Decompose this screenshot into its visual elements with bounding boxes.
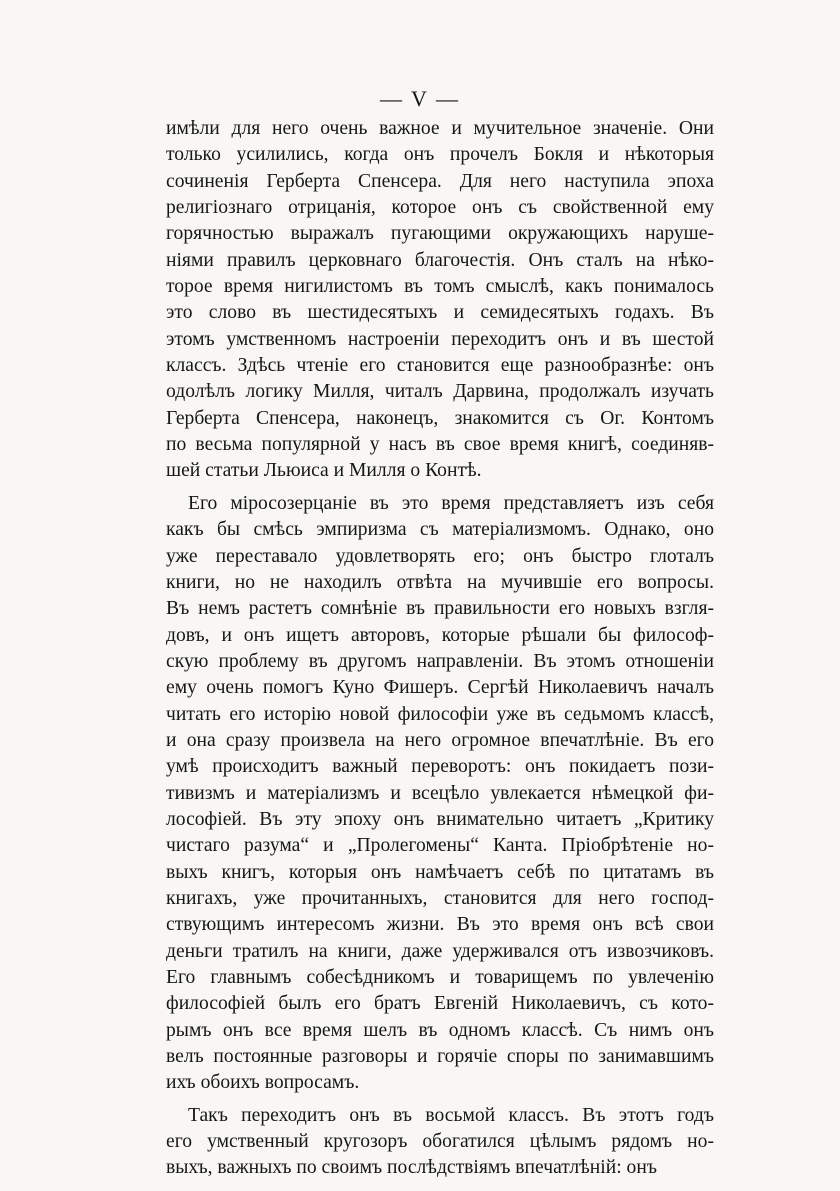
text-line: классъ. Здѣсь чтенiе его становится еще разнообразнѣе: онъ: [166, 355, 714, 377]
text-line: нiями правилъ церковнаго благочестiя. Онъ сталъ на нѣко-: [166, 249, 714, 271]
text-line: чистаго разума“ и „Пролегомены“ Канта. Прiобрѣтенiе но-: [166, 835, 714, 857]
text-line: шей статьи Льюиса и Милля о Контѣ.: [166, 460, 482, 482]
text-line: и она сразу произвела на него огромное впечатлѣнiе. Въ его: [166, 729, 714, 751]
text-line: выхъ, важныхъ по своимъ послѣдствiямъ впечатлѣнiй: онъ: [166, 1157, 657, 1179]
text-line: этомъ умственномъ настроенiи переходитъ онъ и въ шестой: [166, 328, 714, 350]
text-line: Герберта Спенсера, наконецъ, знакомится съ Ог. Контомъ: [166, 407, 714, 429]
text-line: горячностью выражалъ пугающими окружающихъ наруше-: [166, 223, 714, 245]
text-line: уже переставало удовлетворять его; онъ быстро глоталъ: [166, 545, 714, 567]
text-line: читать его исторiю новой философiи уже въ седьмомъ классѣ,: [166, 703, 714, 725]
text-line: философiей былъ его братъ Евгенiй Николаевичъ, съ кото-: [166, 993, 714, 1015]
paragraph: [166, 1103, 714, 1182]
text-line: Его мiросозерцанiе въ это время представляетъ изъ себя: [188, 492, 714, 514]
text-line: книгахъ, уже прочитанныхъ, становится для него господ-: [166, 887, 714, 909]
text-line: выхъ книгъ, которыя онъ намѣчаетъ себѣ по цитатамъ въ: [166, 861, 714, 883]
text-line: деньги тратилъ на книги, даже удерживался отъ извозчиковъ.: [166, 940, 714, 962]
text-line: какъ бы смѣсь эмпиризма съ матерiализмомъ. Однако, оно: [166, 519, 714, 541]
text-line: имѣли для него очень важное и мучительное значенiе. Они: [166, 118, 714, 139]
paragraph: [166, 491, 714, 1097]
text-line: это слово въ шестидесятыхъ и семидесятыхъ годахъ. Въ: [166, 302, 714, 324]
text-line: тивизмъ и матерiализмъ и всецѣло увлекается нѣмецкой фи-: [166, 782, 714, 804]
text-line: только усилились, когда онъ прочелъ Бокля и нѣкоторыя: [166, 144, 714, 166]
text-line: одолѣлъ логику Милля, читалъ Дарвина, продолжалъ изучать: [166, 381, 714, 403]
body-text: [166, 116, 714, 1188]
text-line: ствующимъ интересомъ жизни. Въ это время онъ всѣ свои: [166, 914, 714, 936]
text-line: Такъ переходитъ онъ въ восьмой классъ. Въ этотъ годъ: [188, 1104, 714, 1126]
text-line: умѣ происходитъ важный переворотъ: онъ покидаетъ пози-: [166, 756, 714, 778]
text-line: велъ постоянные разговоры и горячiе споры по занимавшимъ: [166, 1046, 714, 1068]
page-number: — V —: [379, 86, 461, 111]
text-line: рымъ онъ все время шелъ въ одномъ классѣ. Съ нимъ онъ: [166, 1019, 714, 1041]
text-line: сочиненiя Герберта Спенсера. Для него наступила эпоха: [166, 170, 714, 192]
text-line: его умственный кругозоръ обогатился цѣлымъ рядомъ но-: [166, 1131, 714, 1153]
text-line: Въ немъ растетъ сомнѣнiе въ правильности его новыхъ взгля-: [166, 598, 714, 620]
text-line: книги, но не находилъ отвѣта на мучившiе его вопросы.: [166, 571, 714, 593]
text-line: довъ, и онъ ищетъ авторовъ, которые рѣшали бы философ-: [166, 624, 714, 646]
text-line: лософiей. Въ эту эпоху онъ внимательно читаетъ „Критику: [166, 808, 714, 830]
text-line: религiознаго отрицанiя, которое онъ съ свойственной ему: [166, 197, 714, 219]
text-line: ихъ обоихъ вопросамъ.: [166, 1072, 360, 1094]
text-line: скую проблему въ другомъ направленiи. Въ этомъ отношенiи: [166, 650, 714, 672]
paragraph: [166, 116, 714, 485]
text-line: Его главнымъ собесѣдникомъ и товарищемъ по увлеченiю: [166, 967, 714, 988]
text-line: ему очень помогъ Куно Фишеръ. Сергѣй Николаевичъ началъ: [166, 677, 714, 699]
text-line: по весьма популярной у насъ въ свое время книгѣ, соединяв-: [166, 434, 714, 456]
text-line: торое время нигилистомъ въ томъ смыслѣ, какъ понималось: [166, 276, 714, 298]
